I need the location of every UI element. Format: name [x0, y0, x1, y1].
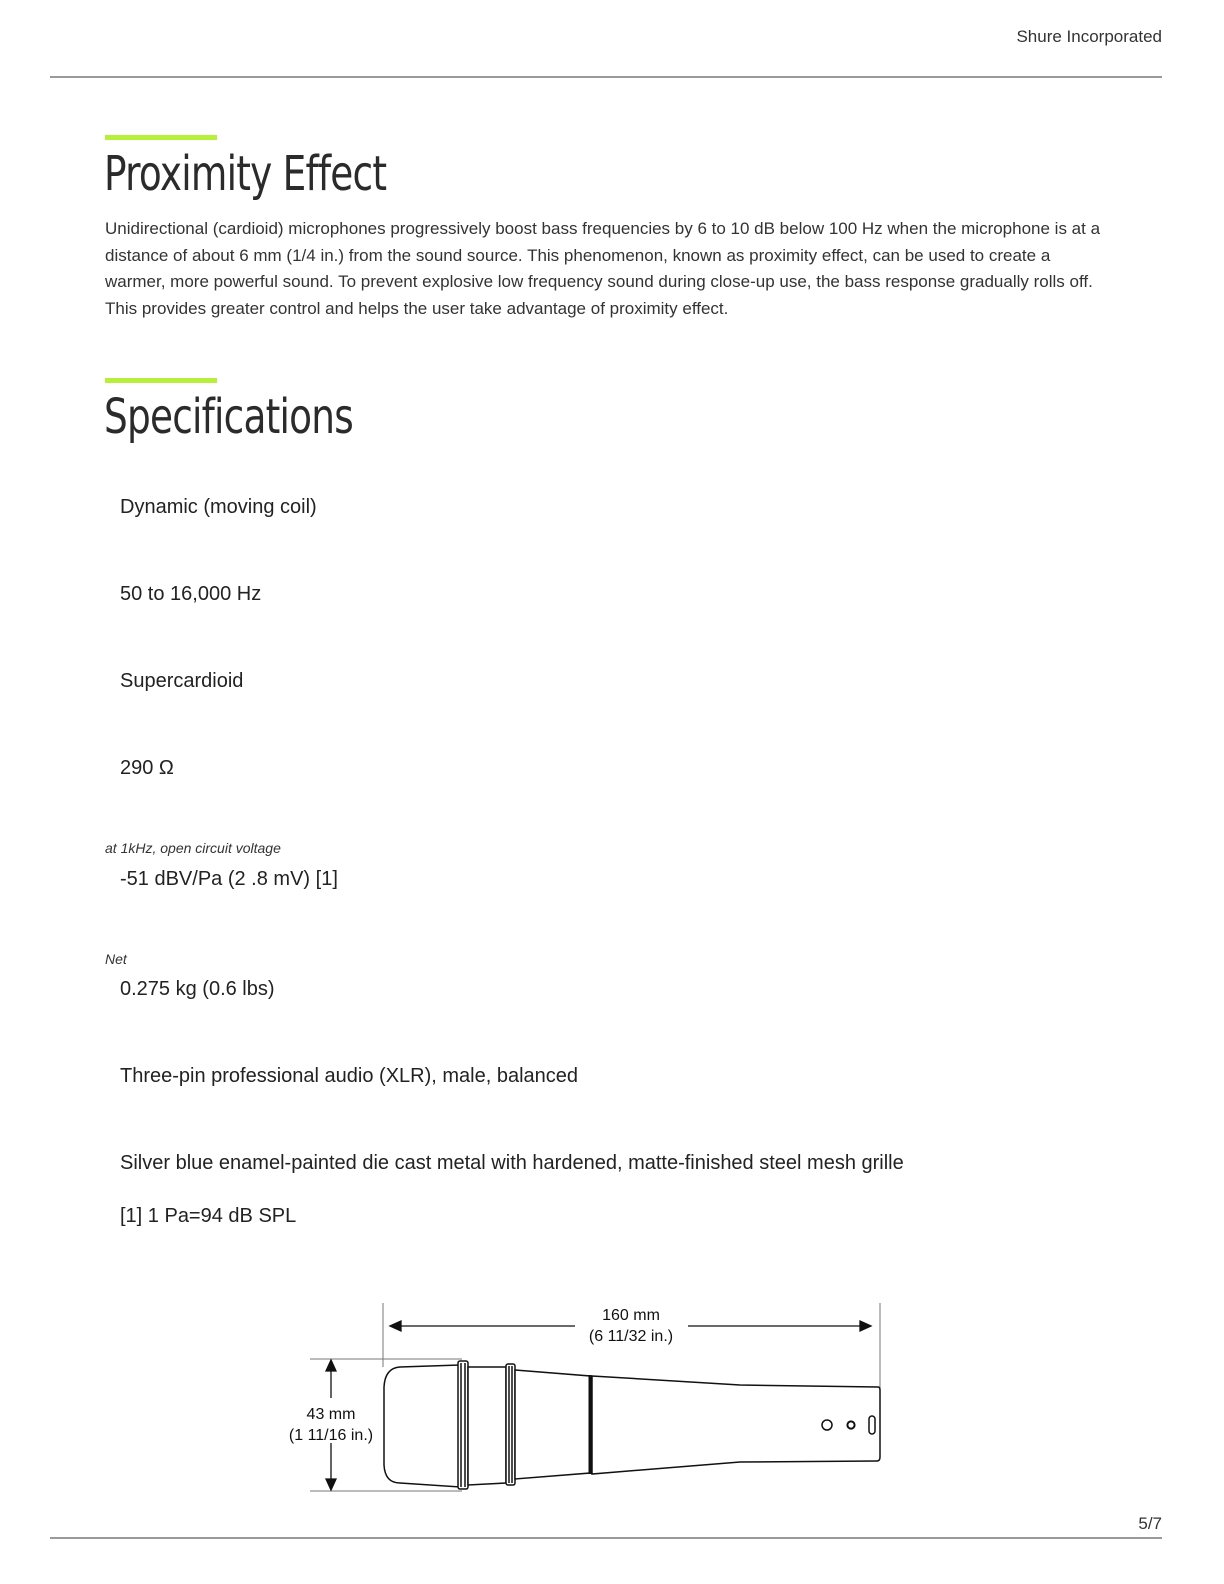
proximity-effect-paragraph: Unidirectional (cardioid) microphones progressively boost bass frequencies by 6 to 10 dB below 100 Hz when the microphone is at a distance of about 6 mm (1/4 in.) from the sound source. This phenomenon, known as proximity effect, can be used to create a warmer, more powerful sound. To prevent explosive low frequency sound during close-up use, the bass response gradually rolls off. This provides greater control and helps the user take advantage of proximity effect. — [105, 219, 1101, 319]
spec-sensitivity: -51 dBV/Pa (2 .8 mV) [1] — [120, 868, 338, 890]
mic-screw-2 — [847, 1421, 854, 1428]
mic-screw-1 — [822, 1420, 832, 1430]
diameter-in-label: (1 11/16 in.) — [288, 1427, 374, 1444]
microphone-dimensions-diagram — [270, 1295, 890, 1505]
mic-collar — [468, 1367, 506, 1485]
proximity-effect-heading: Proximity Effect — [104, 146, 387, 202]
spec-footnote: [1] 1 Pa=94 dB SPL — [120, 1205, 297, 1227]
spec-polar-pattern: Supercardioid — [120, 670, 244, 692]
spec-weight: 0.275 kg (0.6 lbs) — [120, 978, 275, 1000]
spec-impedance: 290 Ω — [120, 757, 174, 779]
specifications-heading: Specifications — [104, 389, 353, 445]
mic-ring-2 — [506, 1364, 515, 1485]
length-mm-label: 160 mm — [602, 1307, 660, 1324]
section-accent-bar — [105, 135, 217, 140]
footer-divider — [50, 1537, 1162, 1539]
spec-cartridge-type: Dynamic (moving coil) — [120, 496, 317, 518]
microphone-drawing — [384, 1361, 880, 1489]
header-divider — [50, 76, 1162, 78]
length-in-label: (6 11/32 in.) — [588, 1328, 674, 1345]
section-accent-bar — [105, 378, 217, 383]
spec-frequency-response: 50 to 16,000 Hz — [120, 583, 262, 605]
spec-weight-note: Net — [105, 951, 127, 967]
spec-sensitivity-note: at 1kHz, open circuit voltage — [105, 840, 281, 856]
page-number: 5/7 — [1138, 1514, 1162, 1533]
diameter-mm-label: 43 mm — [306, 1406, 356, 1423]
header-company-name: Shure Incorporated — [1016, 27, 1162, 46]
spec-housing: Silver blue enamel-painted die cast metal with hardened, matte-finished steel mesh grille — [120, 1152, 904, 1174]
mic-ring-1 — [458, 1361, 468, 1489]
diameter-arrow — [326, 1360, 336, 1490]
mic-handle-upper — [515, 1370, 590, 1479]
spec-connector: Three-pin professional audio (XLR), male, balanced — [120, 1065, 579, 1087]
mic-connector-slot — [869, 1416, 875, 1434]
mic-handle-lower — [592, 1376, 880, 1474]
mic-grille — [384, 1365, 460, 1487]
